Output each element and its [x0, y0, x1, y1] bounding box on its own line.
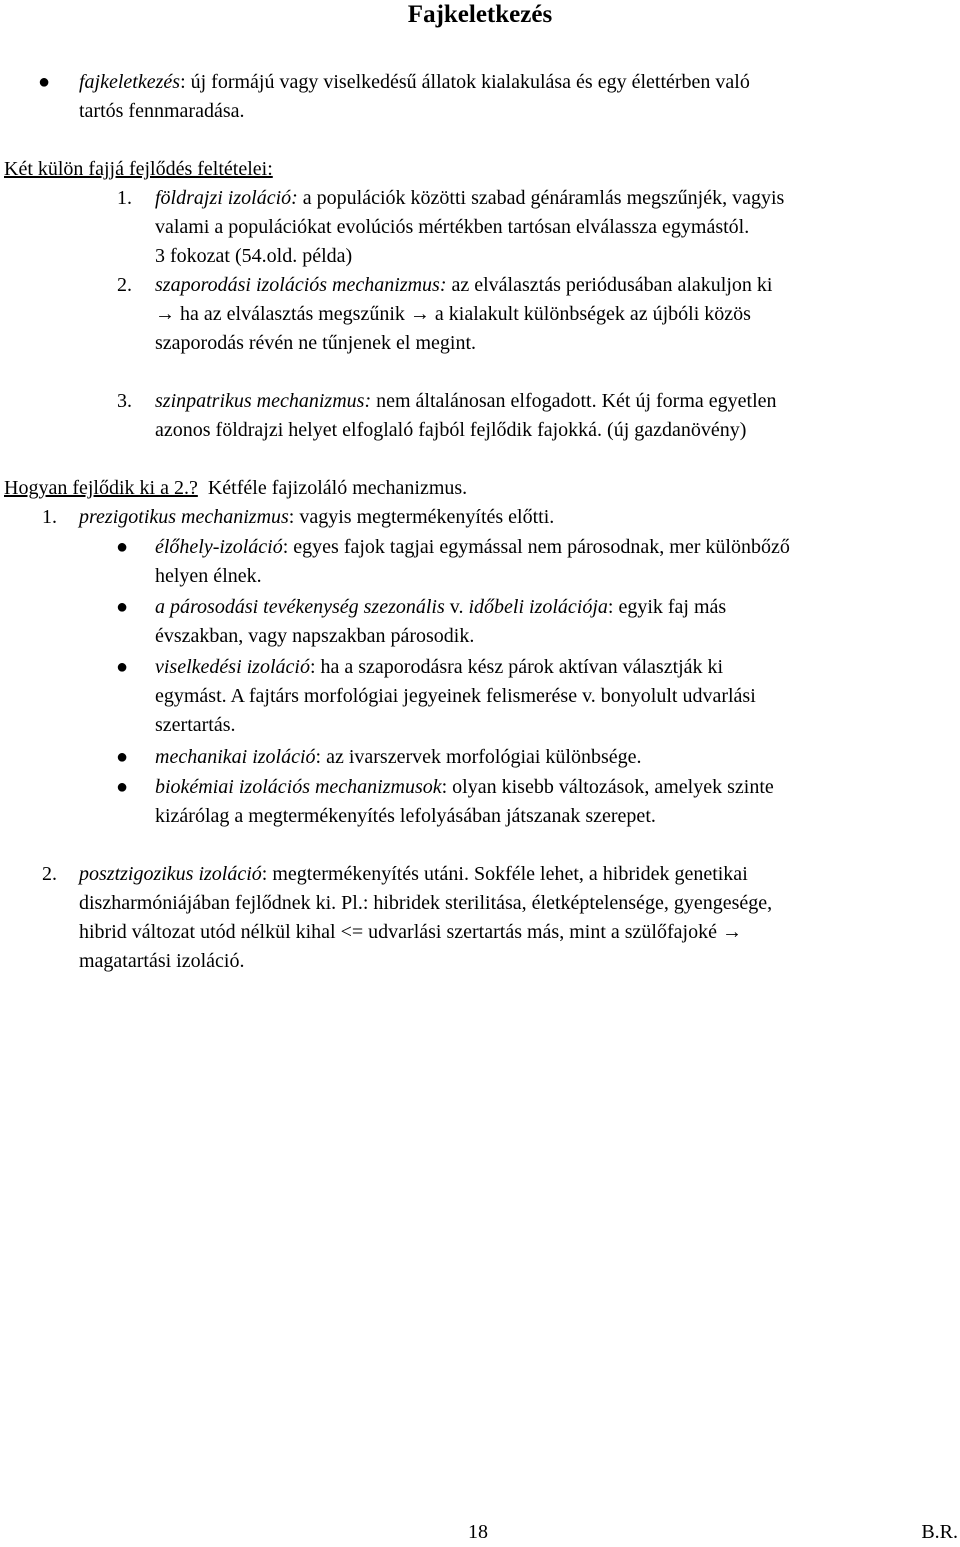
how-question: Hogyan fejlődik ki a 2.? — [4, 477, 198, 499]
definition-text: : új formájú vagy viselkedésű állatok kialakulása és egy élettérben való — [180, 71, 750, 93]
author-initials: B.R. — [921, 1521, 958, 1543]
condition-term: földrajzi izoláció: — [155, 187, 298, 209]
item-text: : az ivarszervek morfológiai különbsége. — [315, 746, 642, 768]
postzygotic-text: hibrid változat utód nélkül kihal <= udvarlási szertartás más, mint a szülőfajoké → — [79, 921, 742, 943]
page-number: 18 — [468, 1521, 488, 1543]
list-number: 2. — [42, 863, 57, 885]
item-term: a párosodási tevékenység szezonális — [155, 596, 445, 618]
condition-text: a populációk közötti szabad génáramlás megszűnjék, vagyis — [297, 187, 785, 209]
item-term: időbeli izolációja — [468, 596, 608, 618]
bullet-icon: ● — [116, 746, 129, 768]
item-term: viselkedési izoláció — [155, 656, 310, 678]
condition-text: 3 fokozat (54.old. példa) — [155, 245, 353, 267]
condition-1 — [155, 184, 784, 213]
item-term: élőhely-izoláció — [155, 536, 283, 558]
condition-text: valami a populációkat evolúciós mértékben tartósan elválassza egymástól. — [155, 216, 750, 238]
list-item — [155, 593, 726, 622]
list-number: 1. — [117, 187, 132, 209]
condition-2 — [155, 271, 772, 300]
postzygotic-term: posztzigozikus izoláció — [79, 863, 262, 885]
definition-term: fajkeletkezés — [79, 71, 181, 93]
item-text: : egyes fajok tagjai egymással nem párosodnak, mer különbőző — [282, 536, 790, 558]
list-number: 2. — [117, 274, 132, 296]
prezygotic — [79, 503, 554, 532]
list-item — [155, 533, 790, 562]
item-text: évszakban, vagy napszakban párosodik. — [155, 625, 475, 647]
item-text: egymást. A fajtárs morfológiai jegyeinek felismerése v. bonyolult udvarlási — [155, 685, 756, 707]
condition-text: szaporodás révén ne tűnjenek el megint. — [155, 332, 476, 354]
item-text: : ha a szaporodásra kész párok aktívan választják ki — [309, 656, 724, 678]
item-text: szertartás. — [155, 714, 236, 736]
how-heading — [4, 474, 467, 503]
item-text: : olyan kisebb változások, amelyek szinte — [441, 776, 774, 798]
bullet-icon: ● — [116, 596, 129, 618]
bullet-icon: ● — [116, 776, 129, 798]
item-text: kizárólag a megtermékenyítés lefolyásában játszanak szerepet. — [155, 805, 656, 827]
condition-3 — [155, 387, 777, 416]
condition-text: az elválasztás periódusában alakuljon ki — [446, 274, 773, 296]
list-number: 3. — [117, 390, 132, 412]
prezygotic-term: prezigotikus mechanizmus — [79, 506, 289, 528]
item-text: v. — [444, 596, 469, 618]
list-item — [155, 773, 774, 802]
list-item — [155, 743, 642, 772]
item-term: biokémiai izolációs mechanizmusok — [155, 776, 442, 798]
definition-text: tartós fennmaradása. — [79, 100, 245, 122]
condition-text: → ha az elválasztás megszűnik → a kialakult különbségek az újbóli közös — [155, 303, 751, 325]
item-text: : egyik faj más — [607, 596, 727, 618]
condition-text: nem általánosan elfogadott. Két új forma egyetlen — [371, 390, 777, 412]
postzygotic-text: magatartási izoláció. — [79, 950, 245, 972]
postzygotic-text: diszharmóniájában fejlődnek ki. Pl.: hibridek sterilitása, életképtelensége, gyengesége, — [79, 892, 773, 914]
bullet-icon: ● — [116, 656, 129, 678]
definition — [79, 68, 750, 97]
condition-term: szaporodási izolációs mechanizmus: — [155, 274, 447, 296]
how-text: Kétféle fajizoláló mechanizmus. — [197, 477, 468, 499]
condition-term: szinpatrikus mechanizmus: — [155, 390, 372, 412]
page-title: Fajkeletkezés — [407, 1, 553, 28]
item-term: mechanikai izoláció — [155, 746, 316, 768]
condition-text: azonos földrajzi helyet elfoglaló fajból fejlődik fajokká. (új gazdanövény) — [155, 419, 747, 441]
item-text: helyen élnek. — [155, 565, 262, 587]
list-item — [155, 653, 723, 682]
bullet-icon: ● — [38, 71, 51, 93]
prezygotic-text: : vagyis megtermékenyítés előtti. — [288, 506, 555, 528]
list-number: 1. — [42, 506, 57, 528]
postzygotic — [79, 860, 748, 889]
conditions-heading: Két külön fajjá fejlődés feltételei: — [4, 158, 273, 180]
bullet-icon: ● — [116, 536, 129, 558]
postzygotic-text: : megtermékenyítés utáni. Sokféle lehet, a hibridek genetikai — [261, 863, 748, 885]
